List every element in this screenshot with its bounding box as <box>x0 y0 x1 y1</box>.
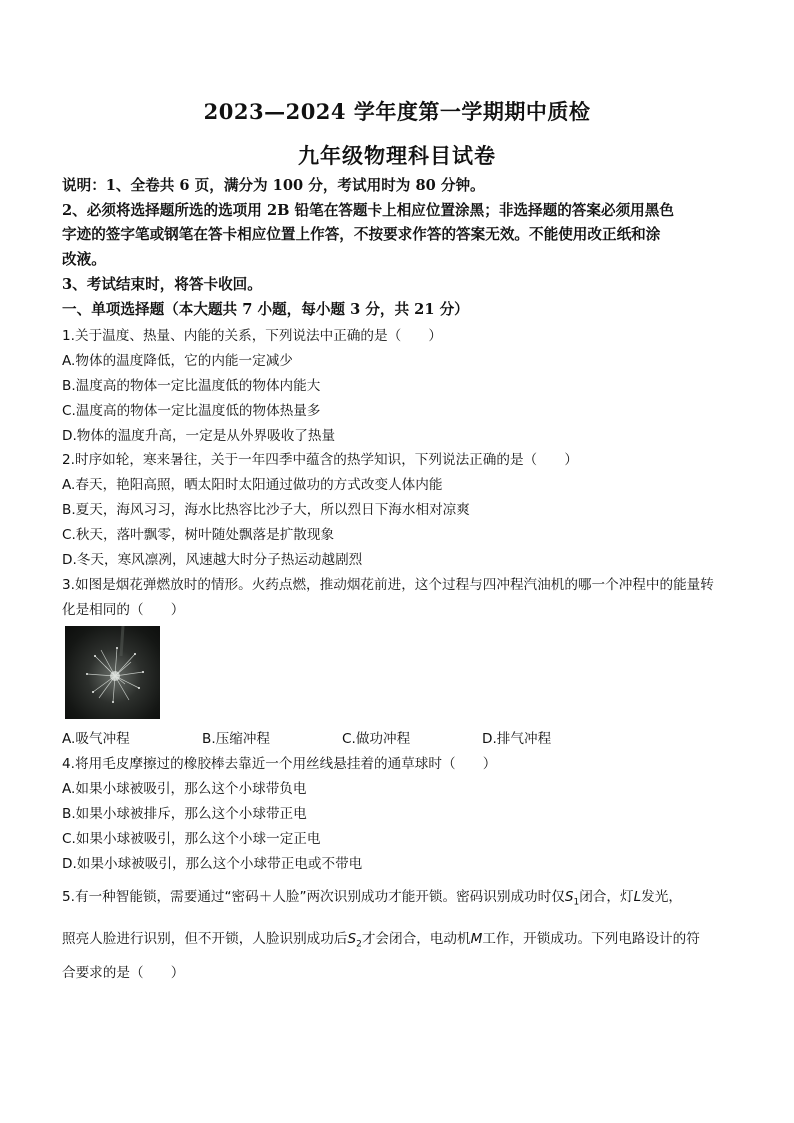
q3-option-d: D.排气冲程 <box>482 731 552 747</box>
instruction-line-3: 字迹的签字笔或钢笔在答卡相应位置上作答，不按要求作答的答案无效。不能使用改正纸和涂 <box>62 226 661 243</box>
exam-subtitle: 九年级物理科目试卷 <box>298 143 496 168</box>
q4-option-b: B.如果小球被排斥，那么这个小球带正电 <box>62 806 307 822</box>
section-heading: 一、单项选择题（本大题共 7 小题，每小题 3 分，共 21 分） <box>62 301 469 318</box>
q5-line1-text-b: 闭合，灯 <box>579 889 634 905</box>
q4-option-a: A.如果小球被吸引，那么这个小球带负电 <box>62 781 307 797</box>
q2-stem: 2.时序如轮，寒来暑往，关于一年四季中蕴含的热学知识，下列说法正确的是（ ） <box>62 452 578 468</box>
exam-title: 2023—2024 学年度第一学期期中质检 <box>203 99 591 124</box>
q2-option-d: D.冬天，寒风凛冽，风速越大时分子热运动越剧烈 <box>62 552 363 568</box>
q5-line1-text-a: 5.有一种智能锁，需要通过“密码＋人脸”两次识别成功才能开锁。密码识别成功时仅 <box>62 889 565 905</box>
q4-option-c: C.如果小球被吸引，那么这个小球一定正电 <box>62 831 321 847</box>
q5-line2-text-a: 照亮人脸进行识别，但不开锁，人脸识别成功后 <box>62 931 348 947</box>
instruction-line-4: 改液。 <box>62 251 106 268</box>
motor-m-symbol: M <box>470 931 483 947</box>
q3-options-row <box>62 727 742 747</box>
switch-s1-subscript: 1 <box>573 897 580 908</box>
q5-line2-text-b: 才会闭合，电动机 <box>361 931 471 947</box>
switch-s2-subscript: 2 <box>356 939 362 950</box>
q1-option-c: C.温度高的物体一定比温度低的物体热量多 <box>62 403 321 419</box>
switch-s2-symbol: S <box>347 931 357 947</box>
q5-stem-line-1 <box>62 885 682 908</box>
switch-s1-symbol: S <box>564 889 574 905</box>
q5-line1-text-c: 发光， <box>641 889 682 905</box>
instruction-line-2: 2、必须将选择题所选的选项用 2B 铅笔在答题卡上相应位置涂黑；非选择题的答案必须用黑色 <box>62 202 674 219</box>
instruction-line-1: 说明：1、全卷共 6 页，满分为 100 分，考试用时为 80 分钟。 <box>62 177 485 194</box>
q3-option-b: B.压缩冲程 <box>202 731 271 747</box>
fireworks-burst-graphic <box>65 626 160 719</box>
q4-stem: 4.将用毛皮摩擦过的橡胶棒去靠近一个用丝线悬挂着的通草球时（ ） <box>62 756 497 772</box>
instruction-line-5: 3、考试结束时，将答卡收回。 <box>62 276 262 293</box>
q1-option-a: A.物体的温度降低，它的内能一定减少 <box>62 353 293 369</box>
q2-option-c: C.秋天，落叶飘零，树叶随处飘落是扩散现象 <box>62 527 335 543</box>
q3-option-a: A.吸气冲程 <box>62 731 130 747</box>
lamp-l-symbol: L <box>633 889 642 905</box>
q2-option-b: B.夏天，海风习习，海水比热容比沙子大，所以烈日下海水相对凉爽 <box>62 502 470 518</box>
q5-line2-text-c: 工作，开锁成功。下列电路设计的符 <box>482 931 700 947</box>
q3-stem-line-1: 3.如图是烟花弹燃放时的情形。火药点燃，推动烟花前进，这个过程与四冲程汽油机的哪一个冲程中的能量转 <box>62 577 714 593</box>
q1-option-b: B.温度高的物体一定比温度低的物体内能大 <box>62 378 321 394</box>
q5-stem-line-2 <box>62 927 700 950</box>
fireworks-photo <box>65 626 160 719</box>
q3-option-c: C.做功冲程 <box>342 731 411 747</box>
q3-stem-line-2: 化是相同的（ ） <box>62 602 185 618</box>
q5-stem-line-3: 合要求的是（ ） <box>62 965 185 981</box>
q1-option-d: D.物体的温度升高，一定是从外界吸收了热量 <box>62 428 336 444</box>
q1-stem: 1.关于温度、热量、内能的关系，下列说法中正确的是（ ） <box>62 328 442 344</box>
q2-option-a: A.春天，艳阳高照，晒太阳时太阳通过做功的方式改变人体内能 <box>62 477 443 493</box>
q4-option-d: D.如果小球被吸引，那么这个小球带正电或不带电 <box>62 856 363 872</box>
